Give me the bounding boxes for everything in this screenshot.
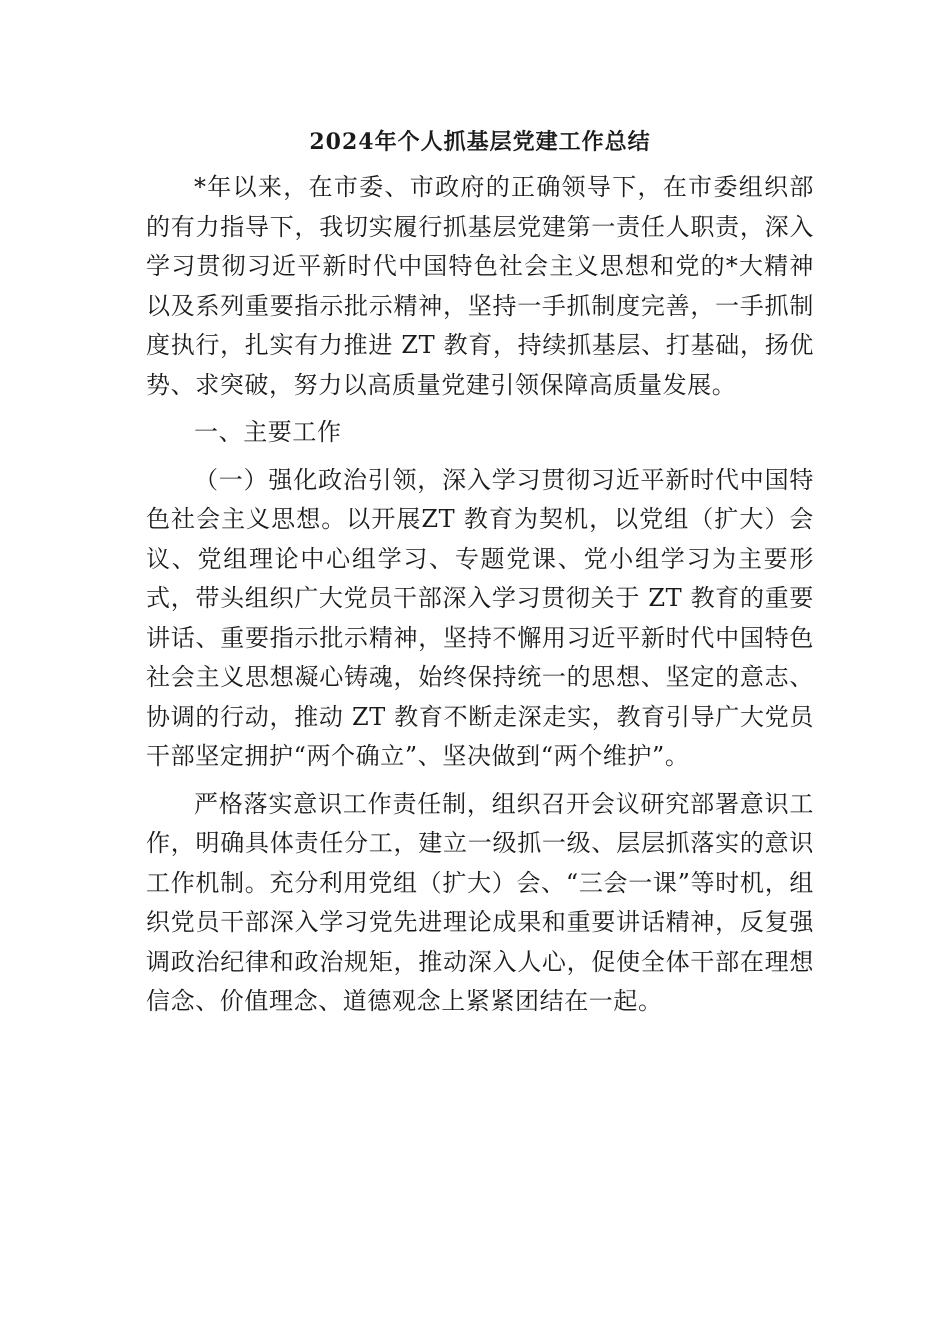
document-body [146, 124, 814, 1022]
document-title: 2024年个人抓基层党建工作总结 [309, 129, 651, 155]
intro-paragraph: *年以来，在市委、市政府的正确领导下，在市委组织部的有力指导下，我切实履行抓基层党建第一责任人职责，深入学习贯彻习近平新时代中国特色社会主义思想和党的*大精神以及系列重要指示批示精神，坚持一手抓制度完善，一手抓制度执行，扎实有力推进 ZT 教育，持续抓基层、打基础，扬优势、求突破，努力以高质量党建引领保障高质量发展。 [146, 173, 814, 399]
body-paragraph-responsibility-system: 严格落实意识工作责任制，组织召开会议研究部署意识工作，明确具体责任分工，建立一级抓一级、层层抓落实的意识工作机制。充分利用党组（扩大）会、“三会一课”等时机，组织党员干部深入学习党先进理论成果和重要讲话精神，反复强调政治纪律和政治规矩，推动深入人心，促使全体干部在理想信念、价值理念、道德观念上紧紧团结在一起。 [146, 789, 814, 1015]
subsection-paragraph-political-guidance: （一）强化政治引领，深入学习贯彻习近平新时代中国特色社会主义思想。以开展ZT 教育为契机，以党组（扩大）会议、党组理论中心组学习、专题党课、党小组学习为主要形式，带头组织广大党员干部深入学习贯彻关于 ZT 教育的重要讲话、重要指示批示精神，坚持不懈用习近平新时代中国特色社会主义思想凝心铸魂，始终保持统一的思想、坚定的意志、协调的行动，推动 ZT 教育不断走深走实，教育引导广大党员干部坚定拥护“两个确立”、坚决做到“两个维护”。 [146, 465, 814, 770]
section-heading-main-work: 一、主要工作 [194, 418, 342, 446]
